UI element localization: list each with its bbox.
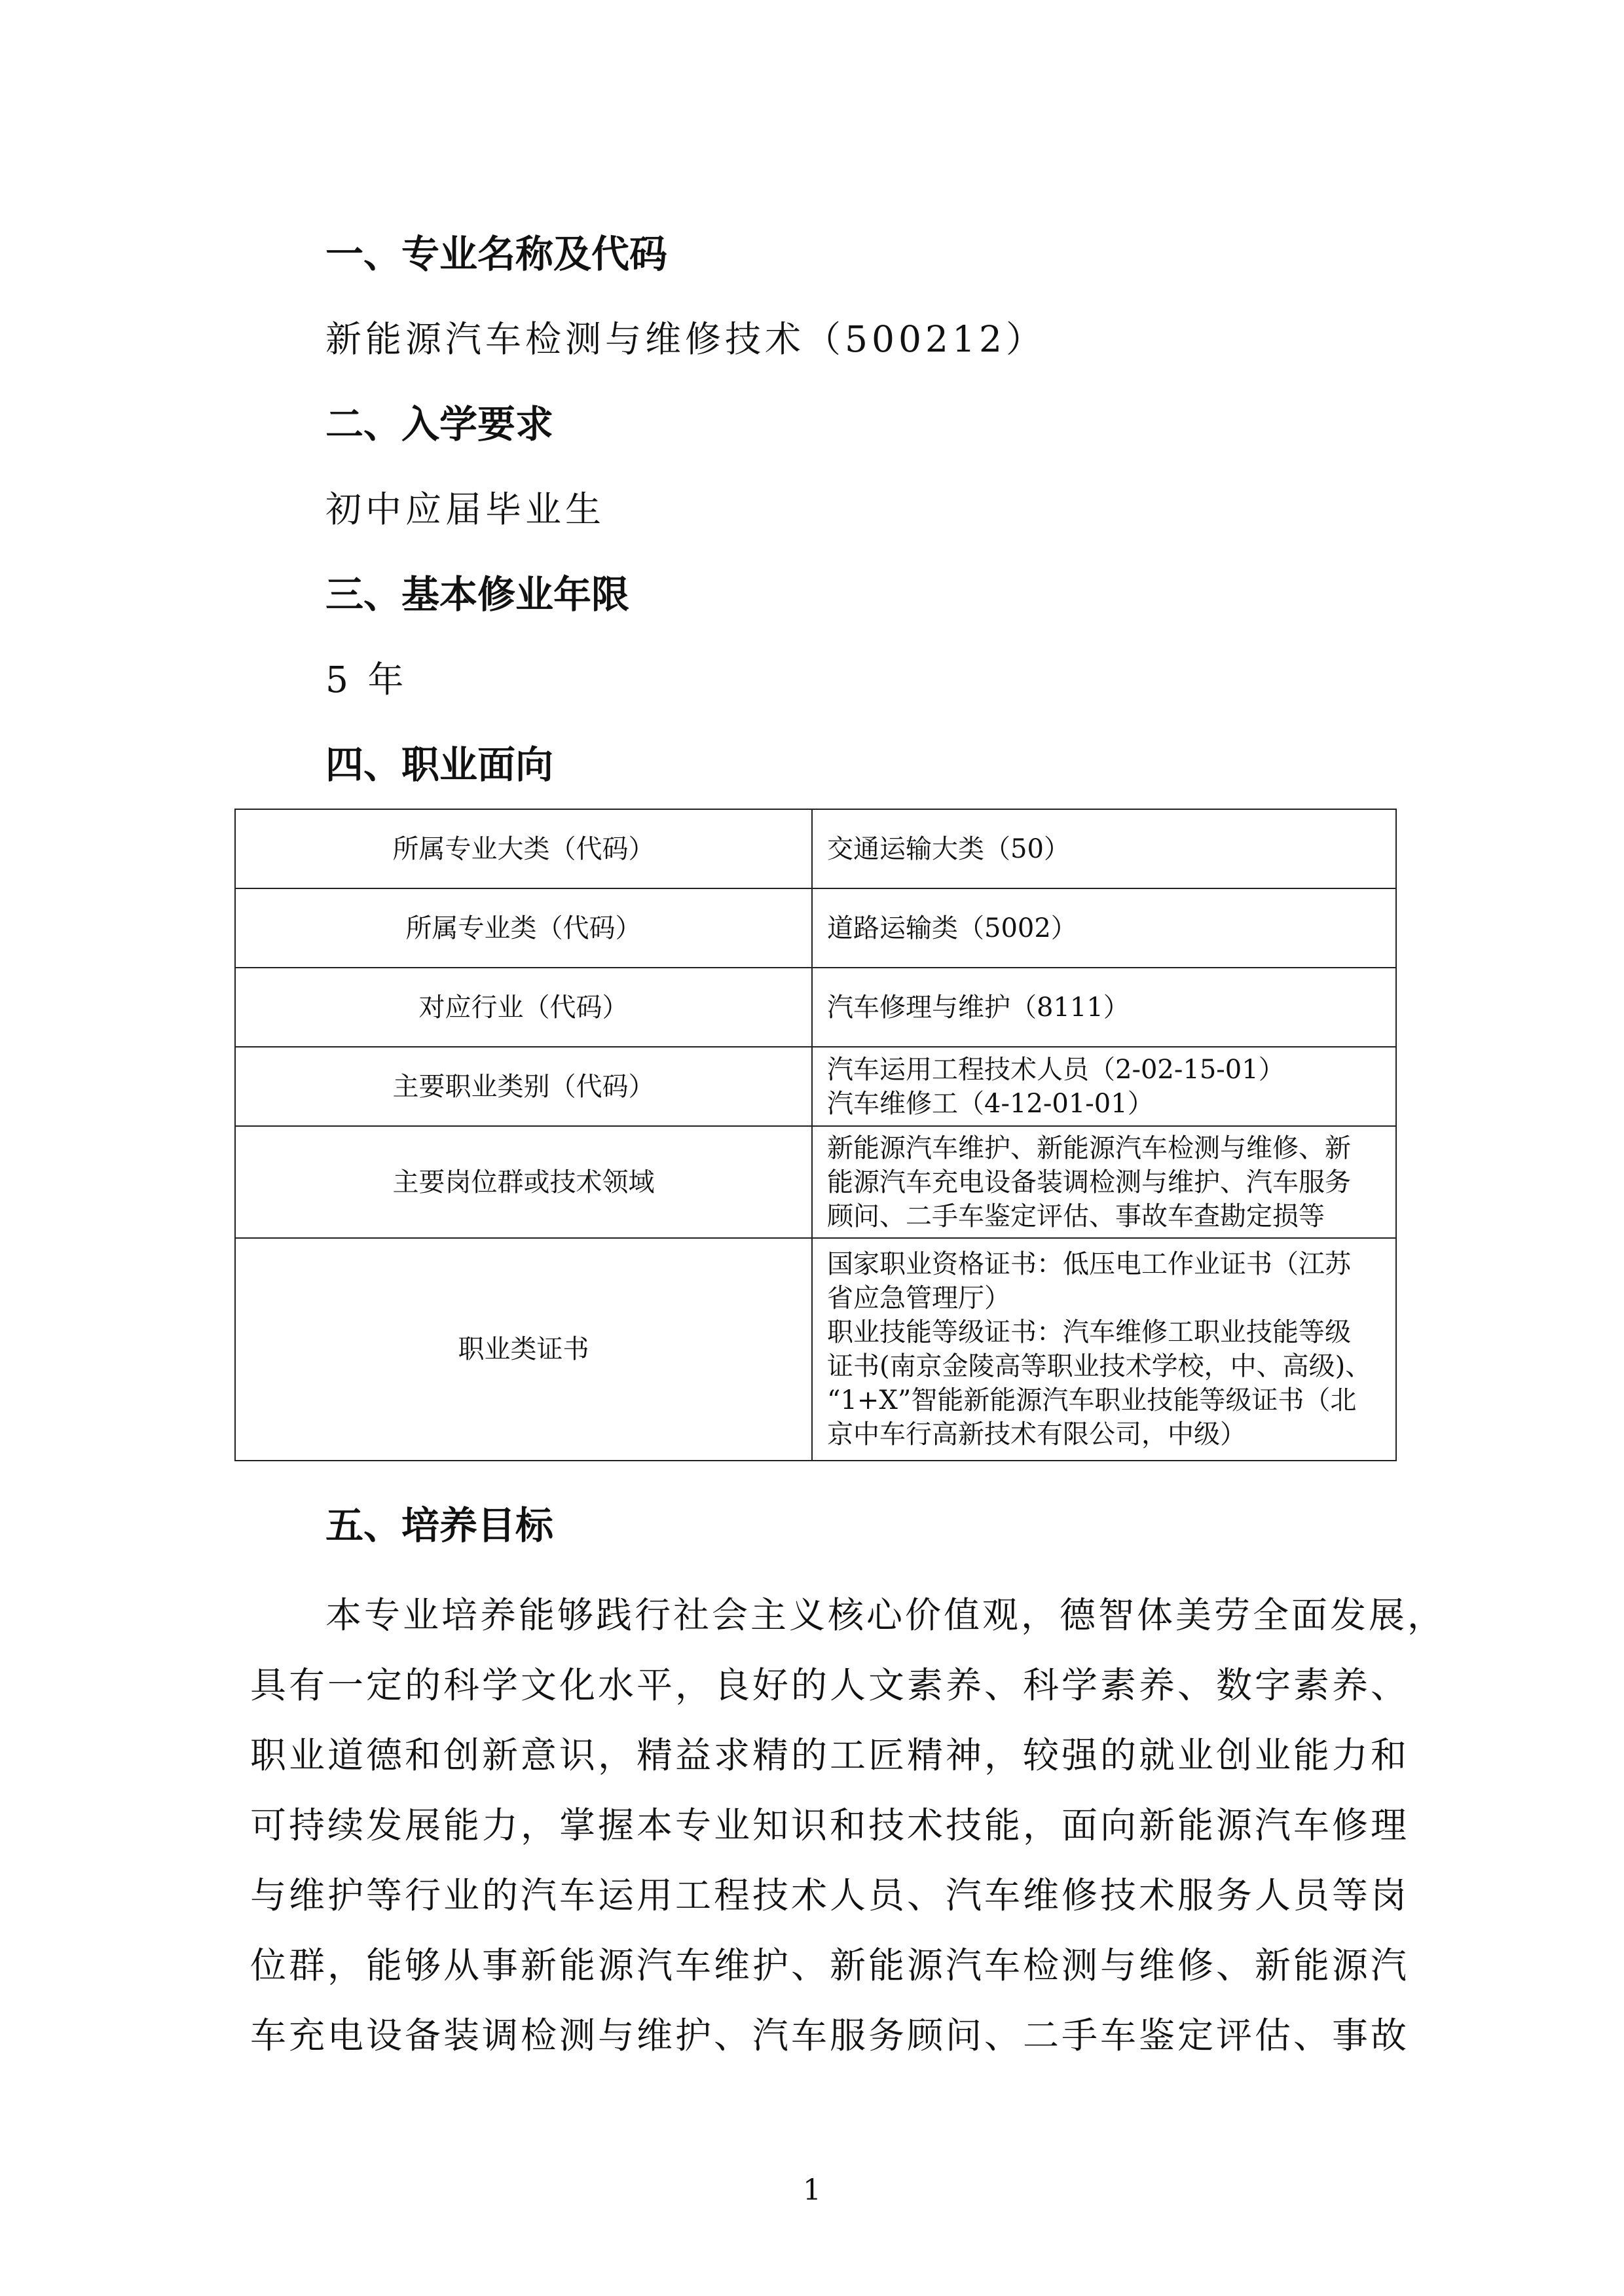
table-value-line: 职业技能等级证书：汽车维修工职业技能等级 bbox=[827, 1317, 1351, 1347]
table-label-cell: 职业类证书 bbox=[235, 1238, 812, 1461]
table-value-cell bbox=[812, 809, 1396, 888]
training-objective-paragraph bbox=[250, 1580, 1447, 2071]
table-row bbox=[235, 1126, 1396, 1238]
table-value-cell bbox=[812, 968, 1396, 1047]
paragraph-line: 位群，能够从事新能源汽车维护、新能源汽车检测与维修、新能源汽 bbox=[250, 1944, 1410, 1986]
table-value-line: 汽车维修工（4-12-01-01） bbox=[827, 1088, 1154, 1119]
table-value-line: 交通运输大类（50） bbox=[827, 833, 1070, 864]
section-heading-duration: 三、基本修业年限 bbox=[325, 572, 630, 617]
table-row bbox=[235, 809, 1396, 888]
table-value-line: 能源汽车充电设备装调检测与维护、汽车服务 bbox=[827, 1167, 1351, 1197]
duration-text: 5 年 bbox=[325, 659, 408, 701]
section-heading-career-orientation: 四、职业面向 bbox=[325, 742, 554, 787]
paragraph-line: 可持续发展能力，掌握本专业知识和技术技能，面向新能源汽车修理 bbox=[250, 1804, 1410, 1846]
section-heading-major-name-code: 一、专业名称及代码 bbox=[325, 232, 668, 276]
table-value-cell bbox=[812, 1238, 1396, 1461]
section-heading-training-objective: 五、培养目标 bbox=[325, 1503, 554, 1548]
table-label-cell: 对应行业（代码） bbox=[235, 968, 812, 1047]
table-value-line: 新能源汽车维护、新能源汽车检测与维修、新 bbox=[827, 1133, 1351, 1163]
table-value-line: 汽车运用工程技术人员（2-02-15-01） bbox=[827, 1054, 1285, 1085]
table-value-cell bbox=[812, 1126, 1396, 1238]
table-label-cell: 所属专业类（代码） bbox=[235, 888, 812, 968]
paragraph-line: 职业道德和创新意识，精益求精的工匠精神，较强的就业创业能力和 bbox=[250, 1734, 1410, 1776]
table-value-line: 道路运输类（5002） bbox=[827, 913, 1077, 943]
table-row bbox=[235, 888, 1396, 968]
page-number: 1 bbox=[803, 2174, 821, 2207]
table-value-line: “1+X”智能新能源汽车职业技能等级证书（北 bbox=[827, 1385, 1357, 1415]
admission-text: 初中应届毕业生 bbox=[325, 488, 606, 530]
table-value-line: 京中车行高新技术有限公司，中级） bbox=[827, 1419, 1246, 1449]
career-orientation-table bbox=[234, 809, 1397, 1461]
paragraph-line: 车充电设备装调检测与维护、汽车服务顾问、二手车鉴定评估、事故 bbox=[250, 2014, 1410, 2056]
table-value-cell bbox=[812, 888, 1396, 968]
section-heading-admission: 二、入学要求 bbox=[325, 402, 554, 446]
table-value-cell bbox=[812, 1047, 1396, 1126]
table-row bbox=[235, 1238, 1396, 1461]
paragraph-line: 与维护等行业的汽车运用工程技术人员、汽车维修技术服务人员等岗 bbox=[250, 1874, 1410, 1916]
major-name-code-text: 新能源汽车检测与维修技术（500212） bbox=[325, 318, 1046, 360]
table-label-cell: 所属专业大类（代码） bbox=[235, 809, 812, 888]
paragraph-line: 具有一定的科学文化水平，良好的人文素养、科学素养、数字素养、 bbox=[250, 1664, 1410, 1706]
table-row bbox=[235, 968, 1396, 1047]
table-value-line: 国家职业资格证书：低压电工作业证书（江苏 bbox=[827, 1249, 1351, 1279]
paragraph-line: 本专业培养能够践行社会主义核心价值观，德智体美劳全面发展， bbox=[325, 1594, 1447, 1636]
table-label-cell: 主要岗位群或技术领域 bbox=[235, 1126, 812, 1238]
table-value-line: 省应急管理厅） bbox=[827, 1283, 1010, 1313]
table-label-cell: 主要职业类别（代码） bbox=[235, 1047, 812, 1126]
table-row bbox=[235, 1047, 1396, 1126]
table-value-line: 顾问、二手车鉴定评估、事故车查勘定损等 bbox=[827, 1201, 1325, 1231]
table-value-line: 汽车修理与维护（8111） bbox=[827, 992, 1130, 1023]
table-value-line: 证书(南京金陵高等职业技术学校，中、高级)、 bbox=[827, 1351, 1372, 1381]
